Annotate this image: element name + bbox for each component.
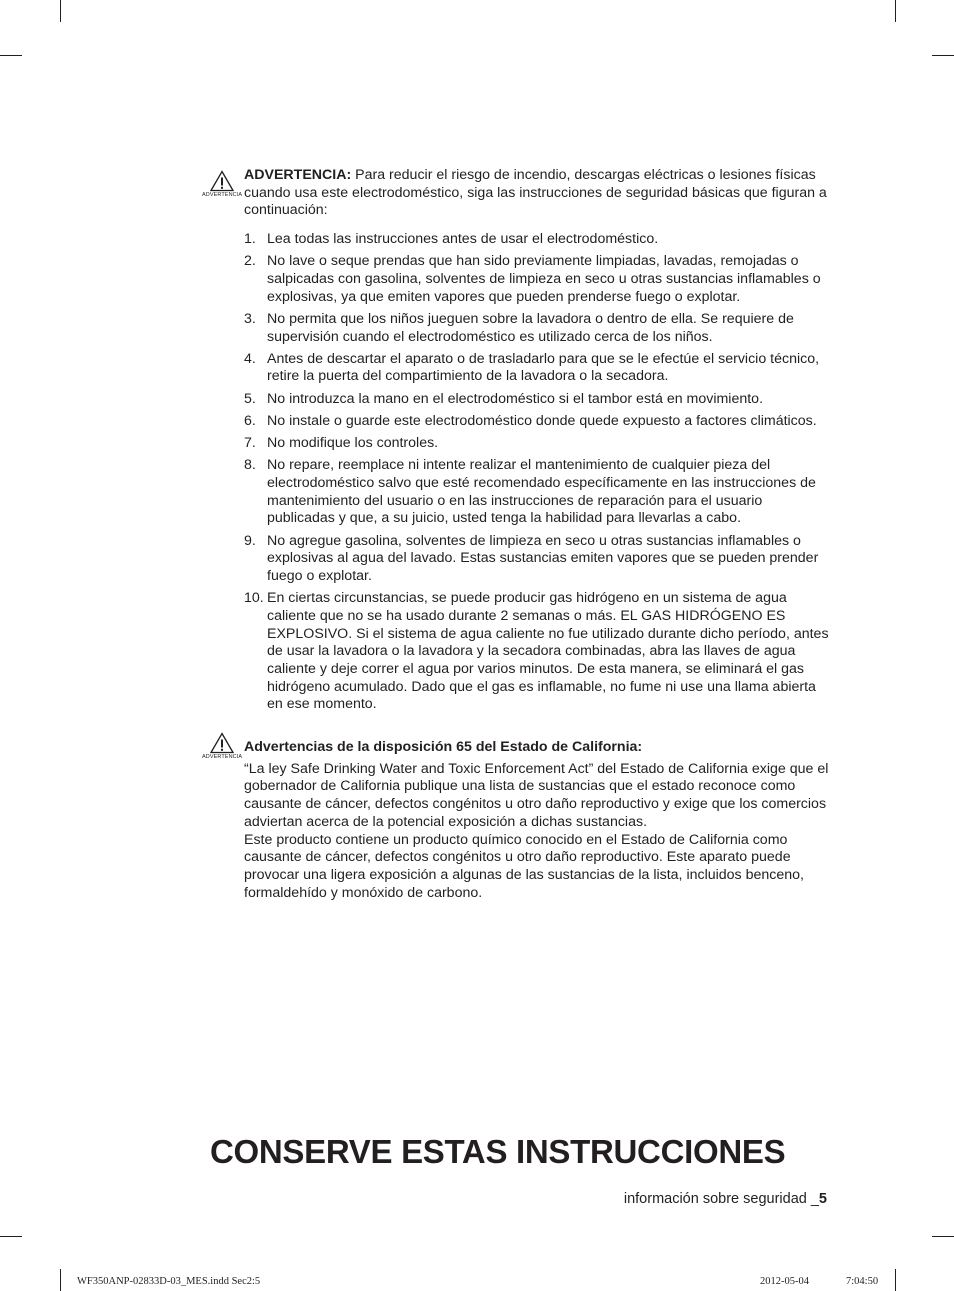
- list-number: 5.: [244, 390, 256, 407]
- list-item: [244, 311, 834, 346]
- list-text: No instale o guarde este electrodoméstico donde quede expuesto a factores climáticos.: [267, 412, 817, 429]
- warning-paragraph: [244, 167, 834, 220]
- prop65-heading: Advertencias de la disposición 65 del Estado de California:: [244, 739, 643, 755]
- list-item: [244, 590, 834, 714]
- prop65-paragraph: Este producto contiene un producto químico conocido en el Estado de California como causante de cáncer, defectos congénitos u otro daño reproductivo. Este aparato puede provocar una ligera exposición a algunas de las sustancias de la lista, incluidos benceno, formaldehído y monóxido de carbono.: [244, 831, 804, 901]
- list-item: [244, 413, 834, 431]
- prop65-section: [244, 739, 834, 902]
- warning-icon: [202, 170, 242, 200]
- list-number: 3.: [244, 310, 256, 327]
- warning-triangle-icon: [210, 732, 234, 754]
- list-text: No modifique los controles.: [267, 435, 439, 452]
- crop-mark: [895, 1269, 896, 1291]
- crop-mark: [60, 1269, 61, 1291]
- print-slug-date: 2012-05-04: [760, 1276, 809, 1287]
- list-item: [244, 435, 834, 453]
- list-text: No repare, reemplace ni intente realizar el mantenimiento de cualquier pieza del electrodoméstico salvo que esté recomendado específicamente en las instrucciones de mantenimiento del usuario o en las instrucciones de reparación para el usuario publicadas y que, a su juicio, usted tenga la habilidad para llevarlas a cabo.: [267, 457, 816, 527]
- crop-mark: [895, 0, 896, 22]
- list-text: No lave o seque prendas que han sido previamente limpiadas, lavadas, remojadas o salpicadas con gasolina, solventes de limpieza en seco u otras sustancias inflamables o explosivas, ya que emiten vapores que pueden prenderse fuego o explotar.: [267, 253, 821, 305]
- list-text: Lea todas las instrucciones antes de usar el electrodoméstico.: [267, 231, 659, 247]
- list-item: [244, 253, 834, 306]
- list-number: 10.: [244, 590, 264, 607]
- warning-icon-caption: ADVERTENCIA: [202, 754, 243, 760]
- warning-icon: [202, 732, 242, 762]
- list-number: 6.: [244, 412, 256, 429]
- list-number: 7.: [244, 435, 256, 452]
- list-item: [244, 351, 834, 386]
- print-slug-file: WF350ANP-02833D-03_MES.indd Sec2:5: [77, 1276, 261, 1287]
- list-text: En ciertas circunstancias, se puede producir gas hidrógeno en un sistema de agua caliente que no se ha usado durante 2 semanas o más. EL GAS HIDRÓGENO ES EXPLOSIVO. Si el sistema de agua caliente no fue utilizado durante dicho período, antes de usar la lavadora o la lavadora y la secadora combinadas, abra las llaves de agua caliente y deje correr el agua por varios minutos. De esta manera, se eliminará el gas hidrógeno acumulado. Dado que el gas es inflamable, no fume ni use una llama abierta en ese momento.: [267, 590, 829, 713]
- warning-label: ADVERTENCIA:: [244, 167, 352, 183]
- page-footer: [624, 1191, 827, 1207]
- list-item: [244, 533, 834, 586]
- list-item: [244, 391, 834, 409]
- warning-icon-caption: ADVERTENCIA: [202, 192, 243, 198]
- list-number: 9.: [244, 532, 256, 549]
- warning-text: Para reducir el riesgo de incendio, descargas eléctricas o lesiones físicas cuando usa este electrodoméstico, siga las instrucciones de seguridad básicas que figuran a continuación:: [244, 167, 827, 219]
- crop-mark: [932, 1236, 954, 1237]
- safety-instructions-list: [244, 231, 834, 719]
- list-text: No permita que los niños jueguen sobre la lavadora o dentro de ella. Se requiere de supervisión cuando el electrodoméstico es utilizado cerca de los niños.: [267, 310, 794, 345]
- list-item: [244, 457, 834, 528]
- warning-triangle-icon: [210, 170, 234, 192]
- print-slug-time: 7:04:50: [846, 1276, 879, 1287]
- list-text: No introduzca la mano en el electrodoméstico si el tambor está en movimiento.: [267, 390, 764, 407]
- section-name: información sobre seguridad _: [623, 1191, 819, 1207]
- list-number: 2.: [244, 253, 256, 270]
- crop-mark: [0, 55, 22, 56]
- crop-mark: [60, 0, 61, 22]
- list-item: [244, 231, 834, 249]
- page-title: CONSERVE ESTAS INSTRUCCIONES: [210, 1133, 786, 1170]
- list-number: 8.: [244, 457, 256, 474]
- list-number: 1.: [244, 231, 256, 247]
- crop-mark: [0, 1236, 22, 1237]
- list-number: 4.: [244, 350, 256, 367]
- list-text: Antes de descartar el aparato o de trasladarlo para que se le efectúe el servicio técnico, retire la puerta del compartimiento de la lavadora o la secadora.: [267, 350, 820, 385]
- prop65-paragraph: “La ley Safe Drinking Water and Toxic Enforcement Act” del Estado de California exige que el gobernador de California publique una lista de sustancias que el estado reconoce como causante de cáncer, defectos congénitos u otro daño reproductivo y exige que los comercios adviertan acerca de la potencial exposición a dichas sustancias.: [244, 760, 829, 830]
- page-number: 5: [818, 1191, 827, 1207]
- list-text: No agregue gasolina, solventes de limpieza en seco u otras sustancias inflamables o explosivas al agua del lavado. Estas sustancias emiten vapores que se pueden prender fuego o explotar.: [267, 532, 819, 584]
- crop-mark: [932, 55, 954, 56]
